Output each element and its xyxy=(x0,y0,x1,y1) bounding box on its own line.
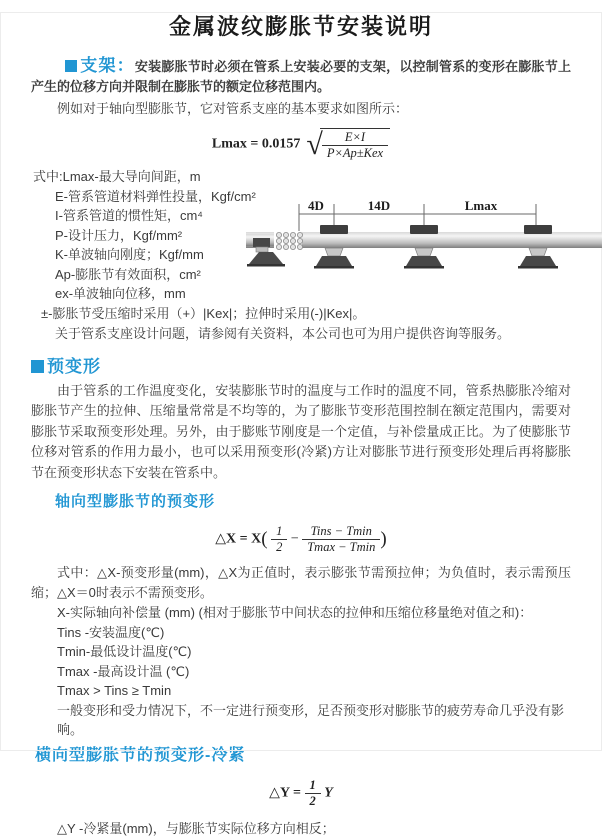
close-paren: ) xyxy=(380,529,386,550)
axial-var-line: X-实际轴向补偿量 (mm) (相对于膨胀节中间状态的拉伸和压缩位移量绝对值之和)： xyxy=(57,603,571,623)
lateral-half-fraction xyxy=(305,778,321,809)
definition-line: P-设计压力，Kgf/mm² xyxy=(31,226,571,246)
lmax-formula xyxy=(31,128,571,161)
axial-explain-paragraph: 式中：△X-预变形量(mm)，△X为正值时，表示膨张节需预拉伸；为负值时，表示需预压缩；△X＝0时表示不需预变形。 xyxy=(31,563,571,603)
support-intro-text: 安装膨胀节时必须在管系上安装必要的支架，以控制管系的变形在膨胀节上产生的位移方向并限制在膨胀节的额定位移范围内。 xyxy=(31,59,571,94)
dim-label-4d: 4D xyxy=(308,198,324,213)
open-paren: ( xyxy=(261,529,267,550)
lateral-note-line: △Y -冷紧量(mm)，与膨胀节实际位移方向相反； xyxy=(57,819,571,838)
support-note: 关于管系支座设计问题，请参阅有关资料，本公司也可为用户提供咨询等服务。 xyxy=(31,324,571,344)
definition-line: I-管系管道的惯性矩，cm⁴ xyxy=(31,206,571,226)
temp-denominator: Tmax − Tmin xyxy=(302,539,380,555)
axial-var-line: Tmax > Tins ≥ Tmin xyxy=(57,681,571,701)
definition-line: ex-单波轴向位移，mm xyxy=(31,284,571,304)
support-example-line: 例如对于轴向型膨胀节，它对管系支座的基本要求如图所示： xyxy=(31,99,571,119)
pipe-support-diagram xyxy=(246,198,602,282)
lmax-fraction-numerator: E×I xyxy=(322,130,388,145)
lmax-fraction-denominator: P×Ap±Kex xyxy=(322,145,388,161)
axial-var-line: 一般变形和受力情况下，不一定进行预变形，足否预变形对膨胀节的疲劳寿命几乎没有影响。 xyxy=(57,701,571,740)
axial-formula xyxy=(31,524,571,555)
definition-line: E-管系管道材料弹性投量，Kgf/cm² xyxy=(31,187,571,207)
sqrt-content xyxy=(320,128,390,161)
page-title: 金属波纹膨胀节安装说明 xyxy=(31,13,571,41)
axial-var-line: Tmax -最高设计温 (℃) xyxy=(57,662,571,682)
definition-line: ±-膨胀节受压缩时采用（+）|Kex|；拉伸时采用(-)|Kex|。 xyxy=(31,304,571,324)
half-fraction xyxy=(271,524,287,555)
bellows-icon xyxy=(274,231,303,250)
lmax-formula-lhs: Lmax = 0.0157 xyxy=(212,136,300,151)
predeform-section-header xyxy=(31,357,571,378)
predeform-section-heading: 预变形 xyxy=(47,357,101,376)
lateral-subheading: 横向型膨胀节的预变形-冷紧 xyxy=(35,746,571,766)
section-square-icon xyxy=(31,360,44,373)
variable-definitions xyxy=(31,167,571,323)
lateral-denominator: 2 xyxy=(305,793,321,809)
support-intro-paragraph xyxy=(31,56,571,97)
definition-line: Ap-膨胀节有效面积，cm² xyxy=(31,265,571,285)
lateral-formula xyxy=(31,778,571,809)
dim-label-14d: 14D xyxy=(368,198,390,213)
lateral-numerator: 1 xyxy=(305,778,321,793)
dim-label-lmax: Lmax xyxy=(465,198,498,213)
support-section-heading: 支架： xyxy=(80,56,135,75)
section-square-icon xyxy=(65,60,77,72)
predeform-body-paragraph: 由于管系的工作温度变化，安装膨胀节时的温度与工作时的温度不同，管系热膨胀冷缩对膨胀节产生的拉伸、压缩量常常是不均等的，为了膨胀节变形范围控制在额定范围内，需要对膨胀节采取预变形处理。另外，由于膨账节刚度是一个定值，与补偿量成正比。为了使膨胀节位移对管系的作用力最小，也可以采用预变形(冷紧)方让对膨胀节进行预变形处理后再将膨胀节在预变形状态下安装在管系中。 xyxy=(31,381,571,484)
document-page xyxy=(1,13,601,750)
definition-line: K-单波轴向刚度；Kgf/mm xyxy=(31,245,571,265)
half-denominator: 2 xyxy=(271,539,287,555)
lmax-fraction xyxy=(322,130,388,161)
axial-var-line: Tmin-最低设计温度(℃) xyxy=(57,642,571,662)
axial-formula-lhs: △X = X xyxy=(215,532,261,547)
half-numerator: 1 xyxy=(271,524,287,539)
lateral-formula-rhs: Y xyxy=(324,785,333,800)
sqrt-radical-symbol: √ xyxy=(306,128,322,161)
temp-numerator: Tins − Tmin xyxy=(302,524,380,539)
lateral-formula-lhs: △Y = xyxy=(269,785,301,800)
minus-sign: − xyxy=(291,532,299,547)
definition-line: 式中:Lmax-最大导向间距，m xyxy=(31,167,571,187)
axial-subheading: 轴向型膨胀节的预变形 xyxy=(55,492,571,512)
axial-var-line: Tins -安装温度(℃) xyxy=(57,623,571,643)
temperature-fraction xyxy=(302,524,380,555)
